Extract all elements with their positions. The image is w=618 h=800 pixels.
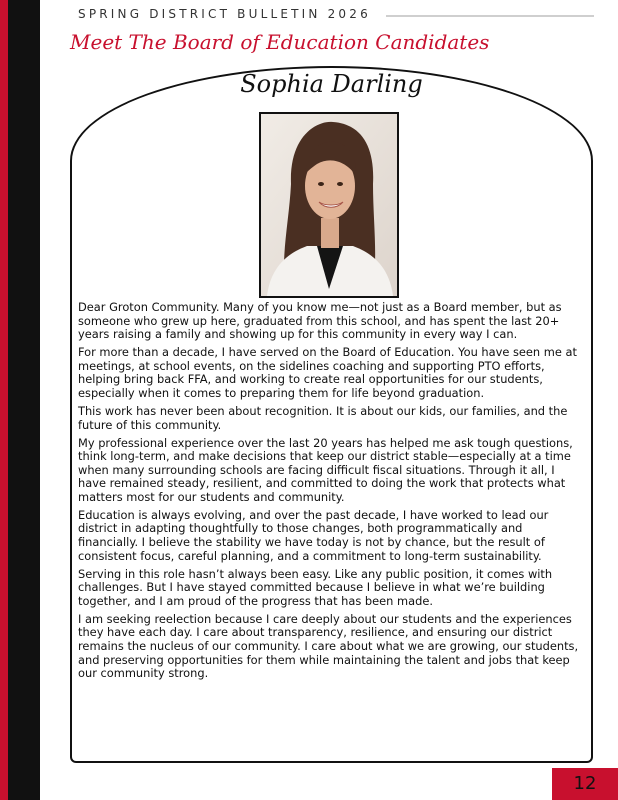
page-number: 12 [573, 773, 597, 794]
bulletin-title: SPRING DISTRICT BULLETIN 2026 [78, 7, 371, 21]
candidate-statement [78, 301, 584, 685]
candidate-name: Sophia Darling [240, 70, 423, 98]
statement-paragraph: Serving in this role hasn’t always been easy. Like any public position, it comes with challenges. But I have stayed committed because I believe in what we’re building together, and I am proud of the progress that has been made. [78, 566, 553, 608]
candidate-photo [259, 112, 399, 298]
section-heading: Meet The Board of Education Candidates [70, 30, 490, 54]
left-accent-bar-red [0, 0, 8, 800]
statement-paragraph: Dear Groton Community. Many of you know me—not just as a Board member, but as someone who grew up here, graduated from this school, and has spent the last 20+ years raising a family and showing up for this community in every way I can. [78, 300, 562, 342]
portrait-image [261, 114, 397, 296]
statement-paragraph: Education is always evolving, and over the past decade, I have worked to lead our district in adapting thoughtfully to those changes, both programmatically and financially. I believe the stability we have today is not by chance, but the result of consistent focus, careful planning, and a commitment to long-term sustainability. [78, 507, 549, 563]
left-accent-bar-black [8, 0, 40, 800]
statement-paragraph: I am seeking reelection because I care deeply about our students and the experiences they have each day. I care about transparency, resilience, and ensuring our district remains the nucleus of our community. I care about what we are growing, our students, and preserving opportunities for them while maintaining the talent and jobs that keep our community strong. [78, 611, 579, 681]
statement-paragraph: This work has never been about recognition. It is about our kids, our families, and the future of this community. [78, 403, 568, 432]
header-rule [386, 15, 594, 17]
statement-paragraph: My professional experience over the last 20 years has helped me ask tough questions, think long-term, and make decisions that keep our district stable—especially at a time when many surrounding schools are facing difficult fiscal situations. Through it all, I have remained steady, resilient, and committed to doing the work that protects what matters most for our students and community. [78, 435, 573, 504]
statement-paragraph: For more than a decade, I have served on the Board of Education. You have seen me at meetings, at school events, on the sidelines coaching and supporting PTO efforts, helping bring back FFA, and working to create real opportunities for our students, especially when it comes to preparing them for life beyond graduation. [78, 345, 577, 400]
